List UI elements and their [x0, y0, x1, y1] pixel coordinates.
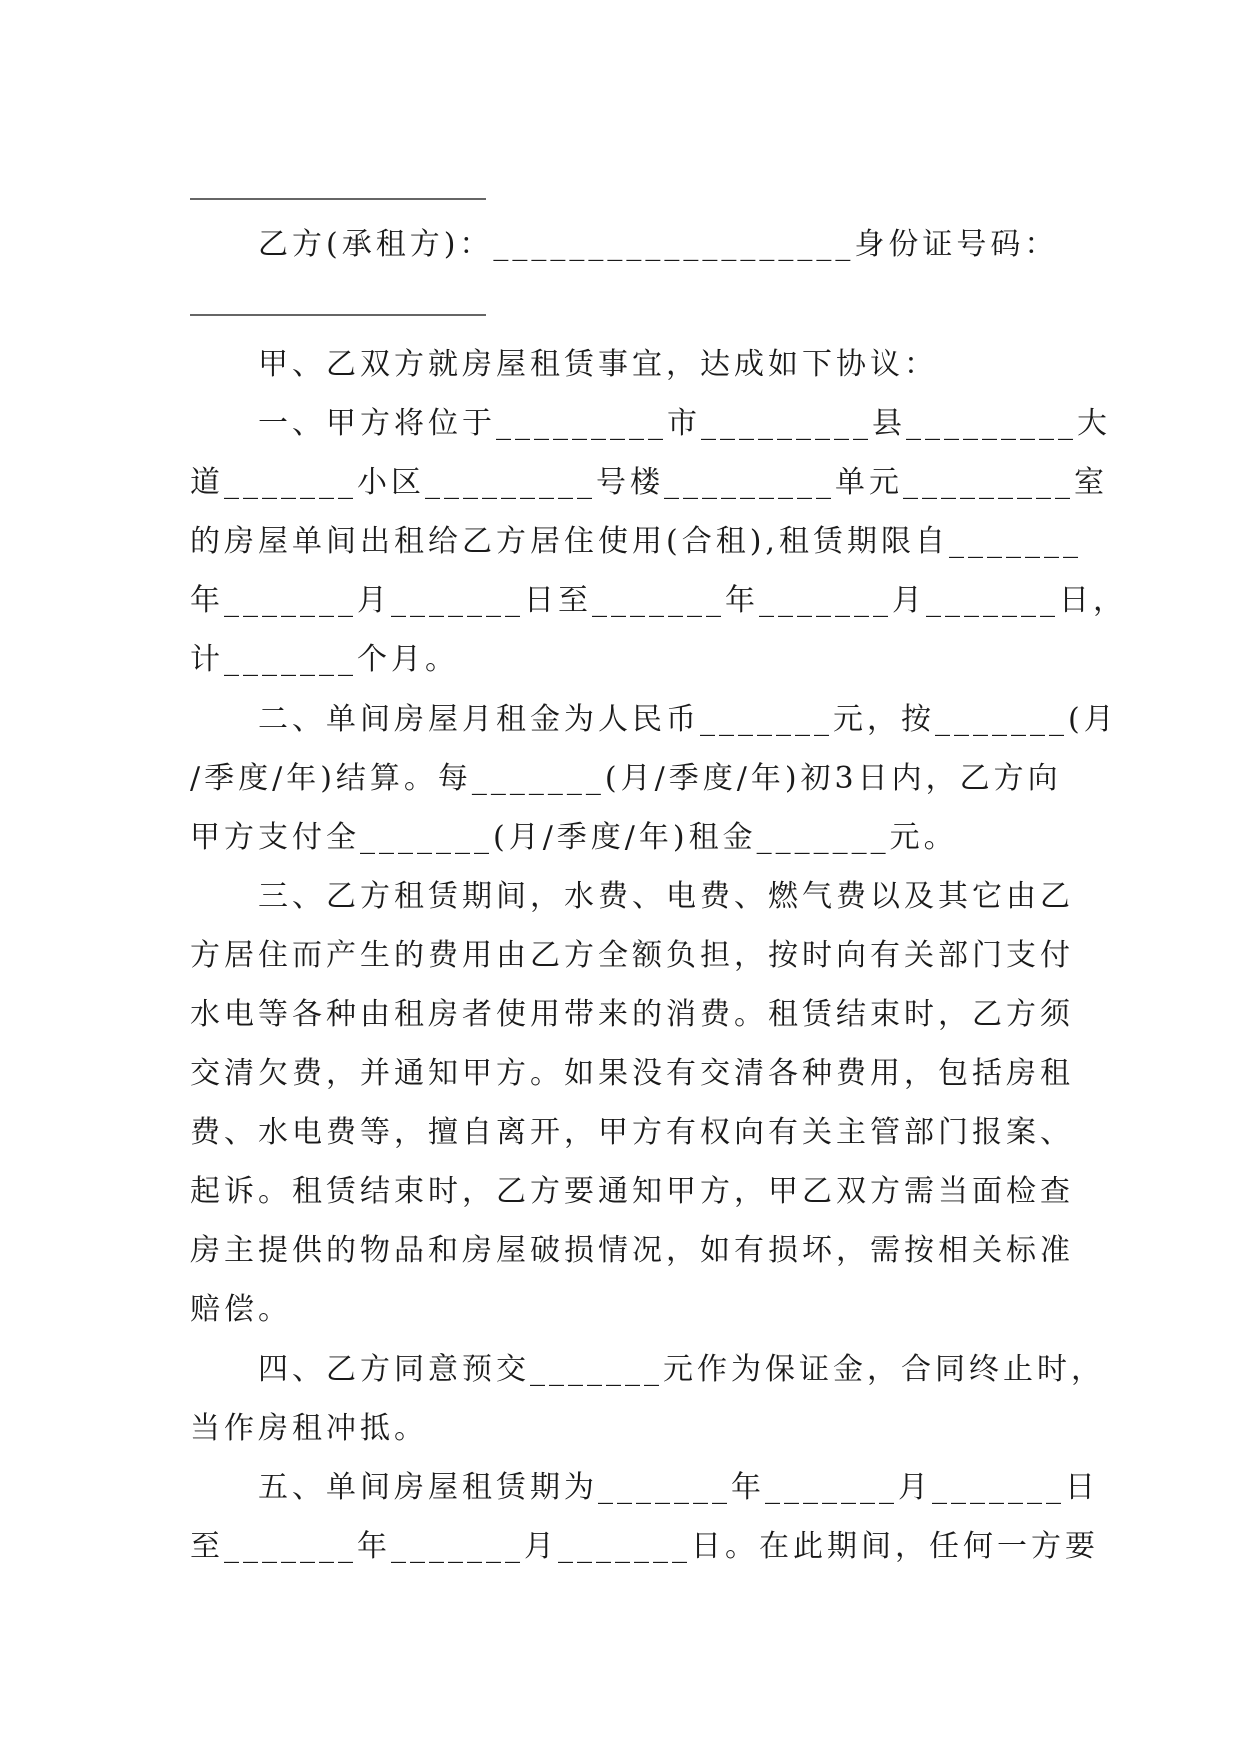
clause-4-line-2: 当作房租冲抵。	[190, 1411, 428, 1446]
clause-5-line-1: 五、单间房屋租赁期为_______年_______月_______日	[258, 1470, 1099, 1505]
clause-1-line-3: 的房屋单间出租给乙方居住使用(合租),租赁期限自_______	[190, 524, 1082, 559]
clause-3-line-4: 交清欠费，并通知甲方。如果没有交清各种费用，包括房租	[190, 1056, 1074, 1091]
clause-3-line-8: 赔偿。	[190, 1292, 292, 1327]
clause-2-line-3: 甲方支付全_______(月/季度/年)租金_______元。	[190, 820, 958, 855]
clause-3-line-1: 三、乙方租赁期间，水费、电费、燃气费以及其它由乙	[258, 879, 1074, 914]
clause-2-line-1: 二、单间房屋月租金为人民币_______元，按_______(月	[258, 702, 1118, 737]
clause-3-line-5: 费、水电费等，擅自离开，甲方有权向有关主管部门报案、	[190, 1115, 1074, 1150]
clause-3-line-3: 水电等各种由租房者使用带来的消费。租赁结束时，乙方须	[190, 997, 1074, 1032]
clause-3-line-6: 起诉。租赁结束时，乙方要通知甲方，甲乙双方需当面检查	[190, 1174, 1074, 1209]
clause-4-line-1: 四、乙方同意预交_______元作为保证金，合同终止时，	[258, 1352, 1105, 1387]
clause-1-line-4: 年_______月_______日至_______年_______月_______日，	[190, 583, 1127, 618]
blank-underline-id	[190, 314, 486, 316]
clause-3-line-2: 方居住而产生的费用由乙方全额负担，按时向有关部门支付	[190, 938, 1074, 973]
clause-2-line-2: /季度/年)结算。每_______(月/季度/年)初3日内，乙方向	[190, 761, 1062, 796]
tenant-line: 乙方(承租方)：___________________身份证号码：	[258, 227, 1059, 262]
agreement-intro: 甲、乙双方就房屋租赁事宜，达成如下协议：	[258, 347, 938, 382]
clause-5-line-2: 至_______年_______月_______日。在此期间，任何一方要	[190, 1529, 1099, 1564]
clause-1-line-2: 道_______小区_________号楼_________单元_________室	[190, 465, 1108, 500]
clause-1-line-5: 计_______个月。	[190, 642, 459, 677]
blank-underline-top	[190, 198, 486, 200]
clause-3-line-7: 房主提供的物品和房屋破损情况，如有损坏，需按相关标准	[190, 1233, 1074, 1268]
clause-1-line-1: 一、甲方将位于_________市_________县_________大	[258, 406, 1111, 441]
